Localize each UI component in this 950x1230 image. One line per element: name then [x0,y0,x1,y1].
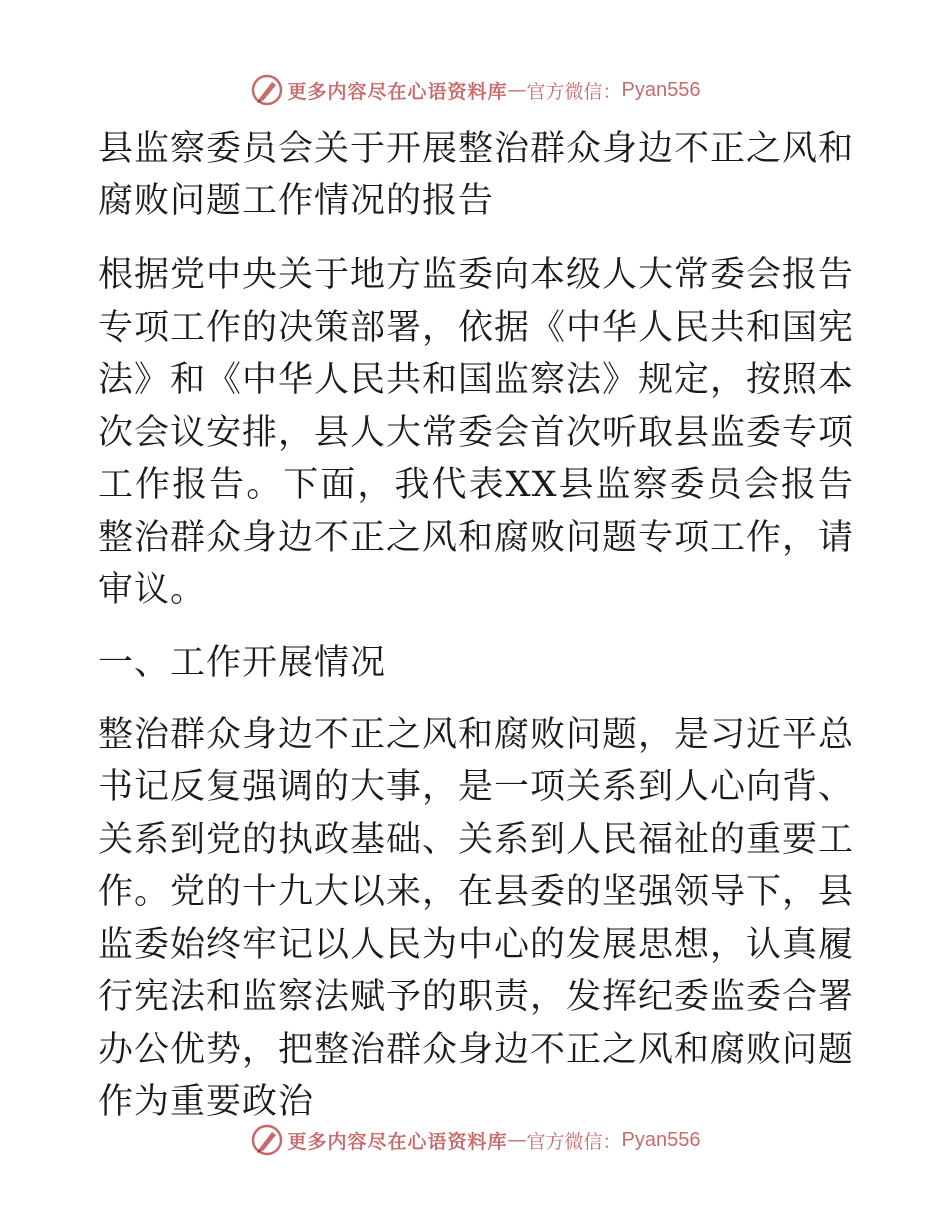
banner-sub-text: 官方微信： [526,1130,622,1153]
banner-sub-text: 官方微信： [526,80,622,103]
banner-dash: — [507,79,527,101]
header-watermark-banner [0,70,950,110]
banner-dash: — [507,1129,527,1151]
document-title: 县监察委员会关于开展整治群众身边不正之风和腐败问题工作情况的报告 [98,129,855,221]
banner-main-text: 更多内容尽在心语资料库 [287,1130,508,1153]
banner-main-text: 更多内容尽在心语资料库 [287,80,508,103]
pen-logo-icon [250,1123,284,1157]
pen-logo-icon [250,73,284,107]
document-body [98,123,854,1129]
body-paragraph: 整治群众身边不正之风和腐败问题，是习近平总书记反复强调的大事，是一项关系到人心向背、关系到党的执政基础、关系到人民福祉的重要工作。党的十九大以来，在县委的坚强领导下，县监委始终牢记以人民为中心的发展思想，认真履行宪法和监察法赋予的职责，发挥纪委监委合署办公优势，把整治群众身边不正之风和腐败问题作为重要政治 [98,714,855,1122]
banner-wechat-id: Pyan556 [621,78,701,101]
section-heading: 一、工作开展情况 [98,642,387,683]
footer-watermark-banner [0,1120,950,1160]
intro-paragraph: 根据党中央关于地方监委向本级人大常委会报告专项工作的决策部署，依据《中华人民共和国宪法》和《中华人民共和国监察法》规定，按照本次会议安排，县人大常委会首次听取县监委专项工作报告。下面，我代表XX县监察委员会报告整治群众身边不正之风和腐败问题专项工作，请审议。 [98,255,855,610]
banner-wechat-id: Pyan556 [621,1128,701,1151]
